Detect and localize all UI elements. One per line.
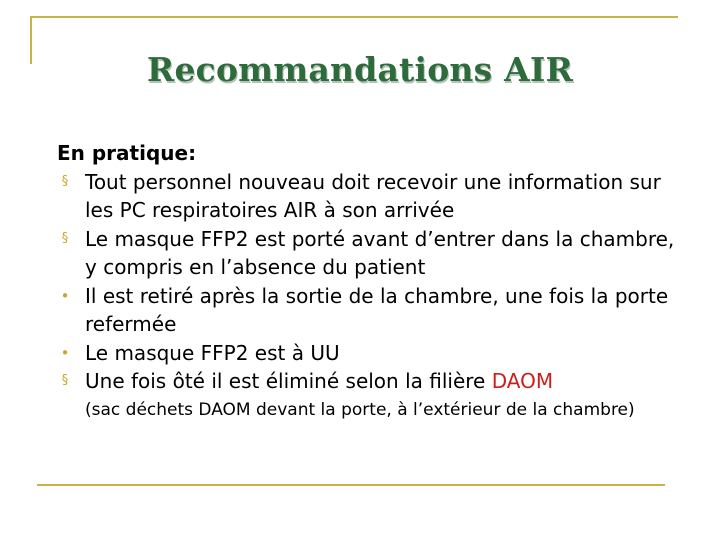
- bullet-text: Une fois ôté il est éliminé selon la filière: [85, 369, 486, 393]
- bullet-item: [57, 282, 677, 339]
- dot-bullet-icon: •: [60, 286, 70, 305]
- bullet-text: Le masque FFP2 est porté avant d’entrer dans la chambre, y compris en l’absence du patient: [85, 226, 675, 279]
- frame-top-line: [30, 16, 678, 18]
- section-bullet-icon: §: [61, 373, 69, 388]
- bullet-text: Tout personnel nouveau doit recevoir une information sur les PC respiratoires AIR à son arrivée: [85, 169, 661, 222]
- bullet-text: Le masque FFP2 est à UU: [85, 340, 340, 365]
- slide-title: Recommandations AIR: [146, 50, 574, 89]
- bullet-item: [57, 339, 677, 368]
- bullet-item: [57, 168, 677, 225]
- bullet-item: [57, 367, 677, 396]
- bullet-item: [57, 225, 677, 282]
- frame-bottom-line: [37, 484, 665, 486]
- section-bullet-icon: §: [61, 173, 69, 189]
- section-heading: En pratique:: [57, 141, 197, 165]
- slide-body: [57, 139, 677, 422]
- section-bullet-icon: §: [61, 230, 69, 246]
- footnote: (sac déchets DAOM devant la porte, à l’extérieur de la chambre): [85, 399, 635, 420]
- bullet-text: Il est retiré après la sortie de la chambre, une fois la porte refermée: [85, 283, 669, 336]
- accent-text-daom: DAOM: [491, 369, 554, 393]
- dot-bullet-icon: •: [60, 343, 70, 362]
